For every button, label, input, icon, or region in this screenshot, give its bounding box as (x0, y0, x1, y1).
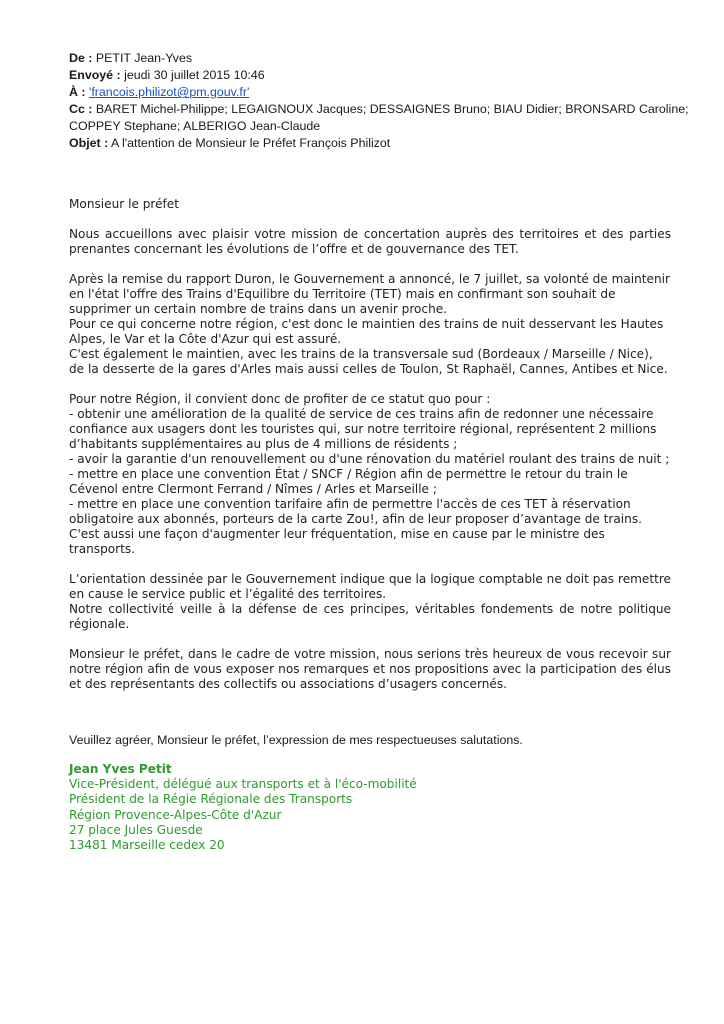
paragraph-intro: Nous accueillons avec plaisir votre mission de concertation auprès des territoires et des parties prenantes concernant les évolutions de l’offre et de gouvernance des TET. (69, 227, 671, 256)
subject-row (69, 135, 689, 152)
paragraph-statut-quo: Pour notre Région, il convient donc de profiter de ce statut quo pour : (69, 392, 491, 406)
to-label: À : (69, 85, 86, 100)
from-label: De : (69, 51, 93, 65)
closing-formula: Veuillez agréer, Monsieur le préfet, l’expression de mes respectueuses salutations. (69, 733, 523, 747)
email-header (69, 50, 689, 153)
paragraph-collectivite: Notre collectivité veille à la défense de ces principes, véritables fondements de notre politique régionale. (69, 602, 671, 631)
bullet-tarifaire: - mettre en place une convention tarifaire afin de permettre l'accès de ces TET à réservation obligatoire aux abonnés, porteurs de la carte Zou!, afin de leur proposer d’avantage de trains. (69, 497, 642, 526)
signature-region: Région Provence-Alpes-Côte d'Azur (69, 807, 282, 822)
cc-value: BARET Michel-Philippe; LEGAIGNOUX Jacques; DESSAIGNES Bruno; BIAU Didier; BRONSARD Caroline; COPPEY Stephane; ALBERIGO Jean-Claude (69, 102, 689, 134)
to-row (69, 84, 689, 101)
letter-body (69, 197, 671, 692)
from-value: PETIT Jean-Yves (95, 51, 193, 65)
from-row (69, 50, 689, 67)
signature-name: Jean Yves Petit (69, 762, 172, 776)
cc-label: Cc : (69, 102, 93, 117)
paragraph-region: Pour ce qui concerne notre région, c'est donc le maintien des trains de nuit desservant les Hautes Alpes, le Var et la Côte d'Azur qui est assuré. (69, 317, 664, 346)
subject-value: A l'attention de Monsieur le Préfet François Philizot (111, 136, 391, 151)
signature-block (69, 762, 417, 853)
bullet-cevenol: - mettre en place une convention État / SNCF / Région afin de permettre le retour du train le Cévenol entre Clermont Ferrand / Nîmes / Arles et Marseille ; (69, 467, 628, 496)
bullet-qualite: - obtenir une amélioration de la qualité de service de ces trains afin de redonner une nécessaire confiance aux usagers dont les touristes qui, sur notre territoire régional, représentent 2 millions d’habitants supplémentaires au plus de 4 millions de résidents ; (69, 407, 657, 451)
subject-label: Objet : (69, 136, 109, 151)
salutation: Monsieur le préfet (69, 197, 179, 211)
paragraph-frequentation: C'est aussi une façon d'augmenter leur fréquentation, mise en cause par le ministre des transports. (69, 527, 605, 556)
to-email-link[interactable]: 'francois.philizot@pm.gouv.fr' (88, 85, 250, 100)
cc-row (69, 101, 689, 135)
paragraph-orientation: L’orientation dessinée par le Gouvernement indique que la logique comptable ne doit pas remettre en cause le service public et l’égalité des territoires. (69, 572, 671, 601)
paragraph-mission: Monsieur le préfet, dans le cadre de votre mission, nous serions très heureux de vous recevoir sur notre région afin de vous exposer nos remarques et nos propositions avec la participation des élus et des représentants des collectifs ou associations d’usagers concernés. (69, 647, 671, 691)
signature-address: 27 place Jules Guesde (69, 822, 203, 837)
bullet-materiel: - avoir la garantie d'un renouvellement ou d'une rénovation du matériel roulant des trains de nuit ; (69, 452, 670, 466)
paragraph-transversale: C'est également le maintien, avec les trains de la transversale sud (Bordeaux / Marseille / Nice), de la desserte de la gares d'Arles mais aussi celles de Toulon, St Raphaël, Cannes, Antibes et Nice. (69, 347, 668, 376)
paragraph-duron: Après la remise du rapport Duron, le Gouvernement a annoncé, le 7 juillet, sa volonté de maintenir en l'état l'offre des Trains d'Equilibre du Territoire (TET) mais en confirmant son souhait de supprimer un certain nombre de trains dans un avenir proche. (69, 272, 670, 316)
sent-value: jeudi 30 juillet 2015 10:46 (124, 68, 265, 83)
sent-row (69, 67, 689, 84)
signature-role: Président de la Régie Régionale des Transports (69, 792, 353, 807)
signature-city: 13481 Marseille cedex 20 (69, 838, 225, 853)
sent-label: Envoyé : (69, 68, 121, 83)
signature-title: Vice-Président, délégué aux transports et à l'éco-mobilité (69, 777, 417, 792)
